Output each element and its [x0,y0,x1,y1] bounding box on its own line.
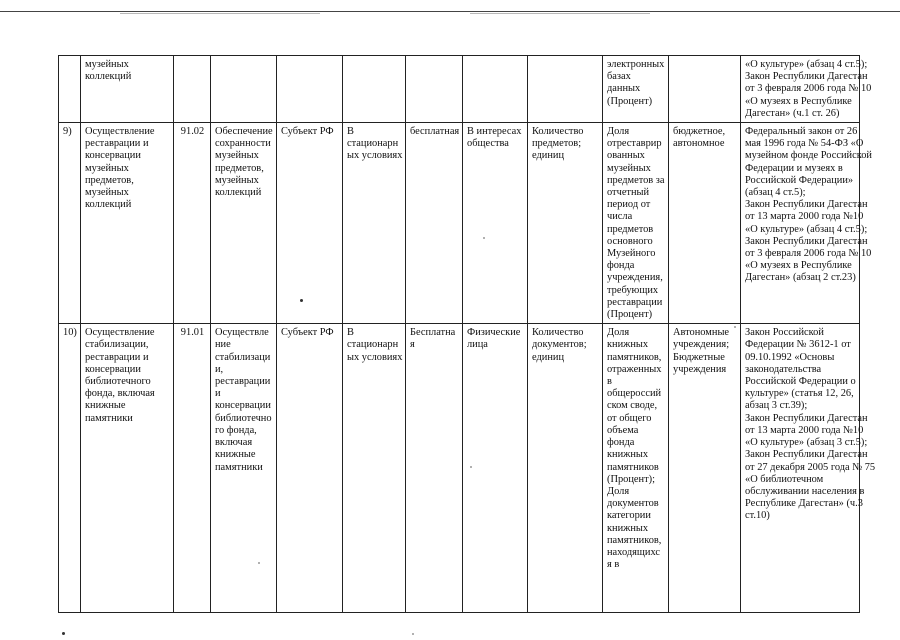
cell-line: Дагестан» (абзац 2 ст.23) [745,272,856,284]
responsible-level-cell [277,324,343,613]
service-name-cell [81,324,174,613]
cell-line: Доля [607,327,630,339]
cell-line: предметов, [85,174,134,186]
cell-line: Федерации и музеях в [745,162,843,174]
cell-line: (Процент); [607,473,655,485]
cell-line: реставрации [215,376,271,388]
cell-line: от 27 декабря 2005 года № 75 [745,461,876,473]
cell-line: период от [607,199,651,211]
cell-line: отраженных [607,363,662,375]
cell-text: Субъект РФ [281,327,334,339]
consumers-cell [463,123,528,324]
payment-type-cell [406,324,463,613]
cell-line: книжных [607,522,649,534]
cell-line: коллекций [215,187,262,199]
cell-text: Субъект РФ [281,126,334,138]
cell-line: 09.10.1992 «Основы [745,351,835,363]
row-number [59,123,81,324]
cell-line: законодательства [745,363,822,375]
scan-speck [412,633,414,635]
cell-line: коллекций [85,71,132,83]
cell-line: я [410,339,415,351]
service-content-cell [211,56,277,123]
cell-text: 91.02 [180,126,205,138]
cell-line: объема [607,424,639,436]
volume-indicator-cell [528,56,603,123]
cell-line: находящихс [607,546,661,558]
cell-line: Количество [532,327,584,339]
cell-line: Закон Республики Дагестан [745,235,868,247]
cell-line: реставрации и [85,351,149,363]
conditions-cell [343,123,406,324]
cell-line: основного [607,235,653,247]
cell-line: фонда, включая [85,388,155,400]
legal-basis-cell [741,123,872,324]
cell-line: и, [215,363,224,375]
cell-line: (Процент) [607,95,653,107]
cell-line: предметов, [215,162,264,174]
okved-code-cell [174,123,211,324]
cell-line: Количество [532,126,584,138]
consumers-cell [463,56,528,123]
cell-line: книжные [215,449,256,461]
volume-indicator-cell [528,324,603,613]
cell-line: бюджетное, [673,126,726,138]
cell-line: реставрации и [85,138,149,150]
cell-line: книжных [607,449,649,461]
cell-line: памятников [607,461,659,473]
cell-line: библиотечно [215,412,272,424]
cell-line: предметов за [607,174,665,186]
quality-indicator-cell [603,324,669,613]
service-name-cell [81,56,174,123]
cell-line: фонда [607,260,635,272]
cell-line: ст.10) [745,510,770,522]
cell-line: ском своде, [607,400,658,412]
cell-line: (Процент) [607,309,653,321]
cell-line: Осуществление [85,327,155,339]
cell-line: предметов [607,223,654,235]
row-number [59,324,81,613]
cell-line: автономное [673,138,725,150]
cell-text: 9) [63,126,72,138]
cell-line: числа [607,211,633,223]
cell-line: включая [215,437,253,449]
cell-line: (абзац 4 ст.5); [745,187,806,199]
cell-line: электронных [607,59,665,70]
cell-line: общероссий [607,388,662,400]
cell-line: ых условиях [347,150,403,162]
cell-line: музейных [85,59,129,70]
cell-line: библиотечного [85,376,151,388]
cell-line: реставрации [607,296,663,308]
cell-line: Дагестан» (ч.1 ст. 26) [745,107,840,119]
cell-line: в [607,376,612,388]
legal-basis-cell [741,56,872,123]
cell-line: от 3 февраля 2006 года № 10 [745,248,872,260]
cell-line: Обеспечение [215,126,273,138]
cell-line: Доля [607,126,630,138]
cell-line: Доля [607,485,630,497]
row-number [59,56,81,123]
cell-line: Бесплатна [410,327,456,339]
cell-line: документов [607,498,659,510]
service-name-cell [81,123,174,324]
cell-line: музейных [607,162,651,174]
cell-line: Республике Дагестан» (ч.3 [745,498,863,510]
cell-line: отчетный [607,187,650,199]
cell-line: В [347,126,354,138]
cell-line: музейном фонде Российской [745,150,872,162]
cell-line: я в [607,559,620,571]
cell-line: книжных [607,339,649,351]
cell-line: обслуживании населения в [745,485,865,497]
cell-line: Осуществление [85,126,155,138]
cell-line: базах [607,71,631,83]
cell-line: коллекций [85,199,132,211]
cell-line: ых условиях [347,351,403,363]
cell-line: консервации [215,400,271,412]
cell-line: Закон Российской [745,327,824,339]
cell-line: Российской Федерации о [745,376,856,388]
cell-line: Бюджетные [673,351,725,363]
cell-line: лица [467,339,488,351]
cell-line: Закон Республики Дагестан [745,71,868,83]
cell-line: и [215,388,221,400]
scan-speck [62,632,65,635]
cell-line: ние [215,339,231,351]
cell-line: «О музеях в Республике [745,95,852,107]
cell-line: фонда [607,437,635,449]
cell-line: «О библиотечном [745,473,824,485]
cell-line: го фонда, [215,424,257,436]
cell-line: от 13 марта 2000 года №10 [745,424,864,436]
cell-line: категории [607,510,651,522]
cell-line: абзац 3 ст.39); [745,400,808,412]
cell-line: общества [467,138,509,150]
responsible-level-cell [277,123,343,324]
cell-line: В интересах [467,126,522,138]
institution-type-cell [669,123,741,324]
cell-line: бесплатная [410,126,460,138]
cell-line: консервации [85,150,141,162]
cell-line: памятники [85,412,133,424]
payment-type-cell [406,56,463,123]
cell-line: музейных [215,150,259,162]
cell-line: Осуществле [215,327,269,339]
cell-line: от 3 февраля 2006 года № 10 [745,83,872,95]
legal-basis-cell [741,324,876,613]
service-content-cell [211,324,277,613]
responsible-level-cell [277,56,343,123]
cell-line: Закон Республики Дагестан [745,412,868,424]
cell-line: единиц [532,150,565,162]
quality-indicator-cell [603,123,669,324]
cell-line: «О культуре» (абзац 4 ст.5); [745,223,868,235]
cell-line: стабилизации, [85,339,149,351]
institution-type-cell [669,324,741,613]
cell-line: стационарн [347,138,399,150]
cell-line: единиц [532,351,565,363]
cell-text: 91.01 [180,327,205,339]
table-row [59,56,860,123]
volume-indicator-cell [528,123,603,324]
cell-line: культуре» (статья 12, 26, [745,388,854,400]
cell-line: памятников, [607,534,662,546]
cell-line: данных [607,83,641,95]
cell-line: отреставрир [607,138,662,150]
cell-line: «О музеях в Республике [745,260,852,272]
cell-line: требующих [607,284,659,296]
consumers-cell [463,324,528,613]
payment-type-cell [406,123,463,324]
cell-line: Федеральный закон от 26 [745,126,858,138]
cell-line: памятники [215,461,263,473]
cell-line: учреждения; [673,339,730,351]
cell-line: сохранности [215,138,271,150]
cell-line: учреждения [673,363,727,375]
services-registry-table [58,55,876,613]
okved-code-cell [174,324,211,613]
cell-line: музейных [85,187,129,199]
cell-line: ованных [607,150,645,162]
cell-line: Физические [467,327,521,339]
cell-line: предметов; [532,138,582,150]
cell-line: В [347,327,354,339]
cell-line: «О культуре» (абзац 3 ст.5); [745,437,868,449]
cell-line: от общего [607,412,652,424]
cell-line: учреждения, [607,272,663,284]
table-row [59,123,860,324]
scan-artifact-line [0,11,900,12]
quality-indicator-cell [603,56,669,123]
cell-line: памятников, [607,351,662,363]
cell-line: консервации [85,363,141,375]
conditions-cell [343,324,406,613]
scan-artifact-line [120,13,320,14]
cell-line: документов; [532,339,587,351]
table-row [59,324,860,613]
cell-line: Закон Республики Дагестан [745,449,868,461]
cell-line: Музейного [607,248,656,260]
scan-artifact-line [470,13,650,14]
cell-line: Закон Республики Дагестан [745,199,868,211]
cell-line: книжные [85,400,126,412]
cell-line: «О культуре» (абзац 4 ст.5); [745,59,868,70]
cell-line: мая 1996 года № 54-ФЗ «О [745,138,864,150]
conditions-cell [343,56,406,123]
cell-line: музейных [215,174,259,186]
cell-line: Федерации № 3612-1 от [745,339,851,351]
institution-type-cell [669,56,741,123]
cell-line: музейных [85,162,129,174]
cell-text: 10) [63,327,77,339]
cell-line: Российской Федерации» [745,174,854,186]
cell-line: стационарн [347,339,399,351]
cell-line: стабилизаци [215,351,271,363]
cell-line: от 13 марта 2000 года №10 [745,211,864,223]
okved-code-cell [174,56,211,123]
cell-line: Автономные [673,327,730,339]
service-content-cell [211,123,277,324]
